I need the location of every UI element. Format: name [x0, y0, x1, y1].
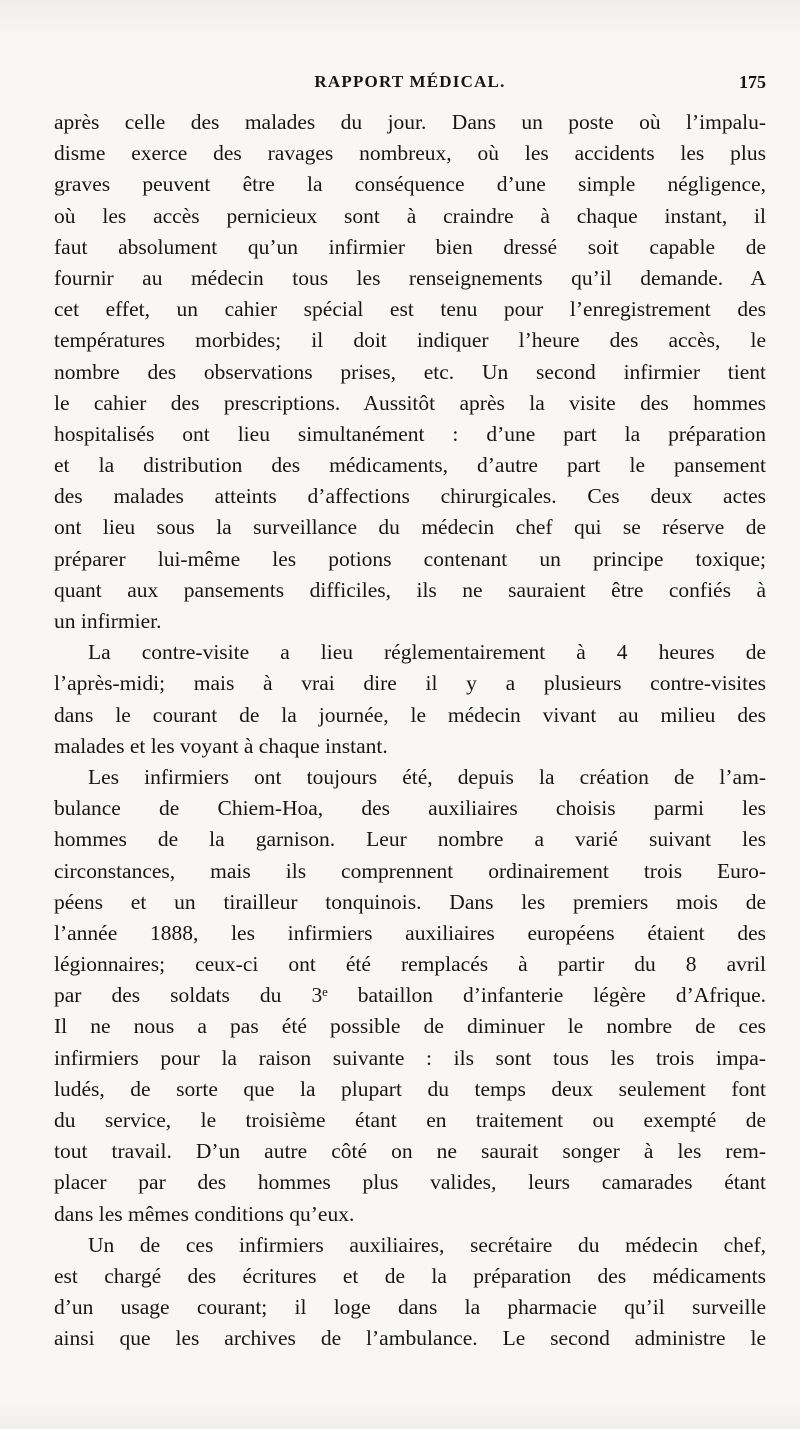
text-line: par des soldats du 3ᵉ bataillon d’infanterie légère d’Afrique. [54, 983, 766, 1008]
text-line: le cahier des prescriptions. Aussitôt après la visite des hommes [54, 390, 766, 415]
text-line: hommes de la garnison. Leur nombre a varié suivant les [54, 827, 766, 852]
text-line: cet effet, un cahier spécial est tenu pour l’enregistrement des [54, 297, 766, 322]
text-line: Il ne nous a pas été possible de diminuer le nombre de ces [54, 1014, 766, 1039]
text-line: et la distribution des médicaments, d’autre part le pansement [54, 453, 766, 478]
text-line: placer par des hommes plus valides, leurs camarades étant [54, 1170, 766, 1195]
text-line: circonstances, mais ils comprennent ordinairement trois Euro- [54, 858, 766, 883]
text-line: quant aux pansements difficiles, ils ne sauraient être confiés à [54, 577, 766, 602]
text-line: d’un usage courant; il loge dans la pharmacie qu’il surveille [54, 1295, 766, 1320]
text-line: infirmiers pour la raison suivante : ils sont tous les trois impa- [54, 1045, 766, 1070]
text-line: des malades atteints d’affections chirurgicales. Ces deux actes [54, 484, 766, 509]
text-line: ludés, de sorte que la plupart du temps deux seulement font [54, 1076, 766, 1101]
text-line: faut absolument qu’un infirmier bien dressé soit capable de [54, 234, 766, 259]
text-line: tout travail. D’un autre côté on ne saurait songer à les rem- [54, 1139, 766, 1164]
text-line: malades et les voyant à chaque instant. [54, 733, 388, 758]
text-line: ainsi que les archives de l’ambulance. Le second administre le [54, 1326, 766, 1351]
page-header [54, 70, 766, 96]
text-line: péens et un tirailleur tonquinois. Dans les premiers mois de [54, 889, 766, 914]
text-line: l’année 1888, les infirmiers auxiliaires européens étaient des [54, 920, 766, 945]
text-line: l’après-midi; mais à vrai dire il y a plusieurs contre-visites [54, 671, 766, 696]
text-line: La contre-visite a lieu réglementairement à 4 heures de [88, 640, 766, 665]
body-text [54, 107, 766, 1355]
text-line: fournir au médecin tous les renseignements qu’il demande. A [54, 265, 766, 290]
text-line: un infirmier. [54, 609, 162, 633]
text-line: après celle des malades du jour. Dans un poste où l’impalu- [54, 110, 766, 134]
text-line: températures morbides; il doit indiquer l’heure des accès, le [54, 328, 766, 353]
text-line: du service, le troisième étant en traitement ou exempté de [54, 1108, 766, 1132]
text-line: légionnaires; ceux-ci ont été remplacés à partir du 8 avril [54, 952, 766, 977]
text-line: disme exerce des ravages nombreux, où les accidents les plus [54, 141, 766, 166]
text-line: graves peuvent être la conséquence d’une simple négligence, [54, 172, 766, 197]
text-line: Les infirmiers ont toujours été, depuis la création de l’am- [88, 764, 766, 789]
text-line: ont lieu sous la surveillance du médecin chef qui se réserve de [54, 515, 766, 540]
page-number: 175 [739, 72, 766, 92]
text-line: préparer lui-même les potions contenant un principe toxique; [54, 546, 766, 571]
text-line: hospitalisés ont lieu simultanément : d’une part la préparation [54, 421, 766, 446]
text-line: dans les mêmes conditions qu’eux. [54, 1201, 355, 1226]
text-line: dans le courant de la journée, le médecin vivant au milieu des [54, 702, 766, 727]
text-line: bulance de Chiem-Hoa, des auxiliaires choisis parmi les [54, 796, 766, 821]
text-line: Un de ces infirmiers auxiliaires, secrétaire du médecin chef, [88, 1232, 766, 1257]
text-line: nombre des observations prises, etc. Un second infirmier tient [54, 359, 766, 384]
text-line: est chargé des écritures et de la préparation des médicaments [54, 1263, 766, 1288]
running-head: RAPPORT MÉDICAL. [314, 72, 506, 91]
text-line: où les accès pernicieux sont à craindre à chaque instant, il [54, 203, 766, 228]
